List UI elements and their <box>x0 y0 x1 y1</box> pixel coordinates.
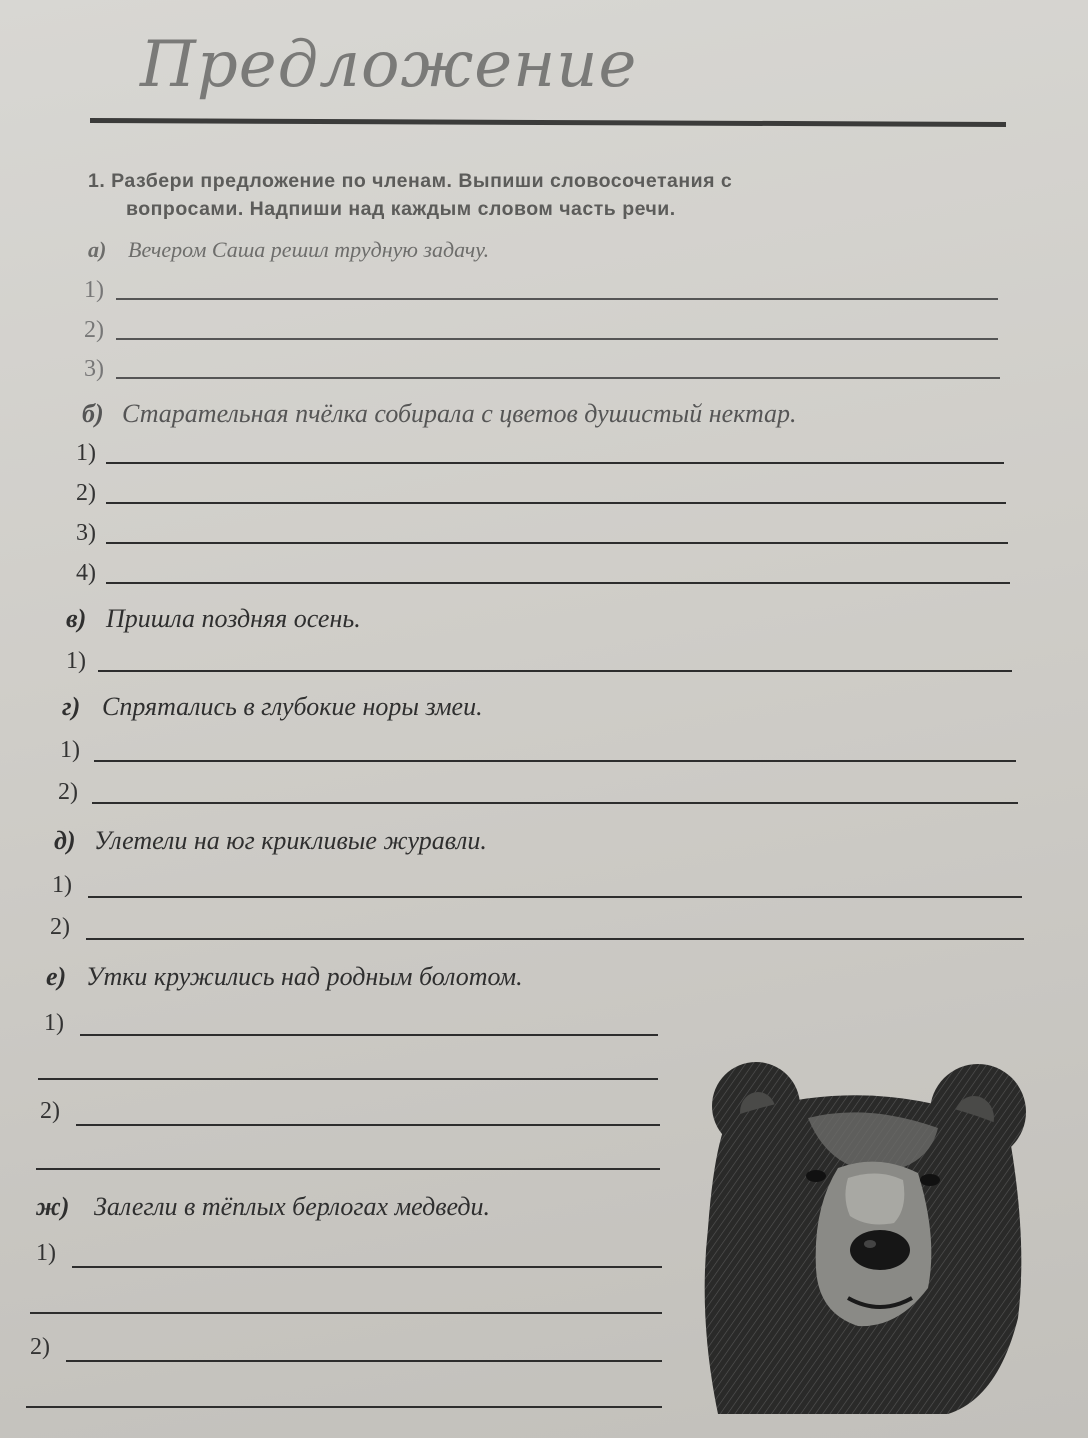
sentence-b <box>82 399 797 429</box>
answer-number: 1) <box>84 277 104 303</box>
answer-line[interactable] <box>116 298 998 300</box>
answer-line[interactable] <box>30 1312 662 1314</box>
answer-line[interactable] <box>76 1124 660 1126</box>
sentence-text: Вечером Саша решил трудную задачу. <box>128 237 490 262</box>
task-instruction-line-1: 1. Разбери предложение по членам. Выпиши словосочетания с <box>88 170 733 192</box>
sentence-letter: г) <box>62 692 81 721</box>
page-title: Предложение <box>140 28 638 102</box>
answer-number: 1) <box>44 1010 64 1036</box>
sentence-d <box>62 692 483 722</box>
answer-line[interactable] <box>80 1034 658 1036</box>
answer-line[interactable] <box>116 338 998 340</box>
answer-line[interactable] <box>88 896 1022 898</box>
answer-line[interactable] <box>36 1168 660 1170</box>
answer-line[interactable] <box>38 1078 658 1080</box>
bear-icon <box>698 1058 1034 1414</box>
answer-number: 1) <box>60 737 80 763</box>
answer-number: 2) <box>58 779 78 805</box>
answer-line[interactable] <box>72 1266 662 1268</box>
sentence-letter: а) <box>88 237 107 262</box>
sentence-text: Утки кружились над родным болотом. <box>86 962 523 991</box>
answer-number: 2) <box>50 914 70 940</box>
answer-line[interactable] <box>26 1406 662 1408</box>
answer-line[interactable] <box>106 582 1010 584</box>
answer-number: 2) <box>84 317 104 343</box>
sentence-g <box>36 1192 490 1222</box>
answer-number: 1) <box>36 1240 56 1266</box>
answer-number: 4) <box>76 560 96 586</box>
answer-number: 3) <box>84 356 104 382</box>
task-instruction-line-2: вопросами. Надпиши над каждым словом часть речи. <box>126 198 676 220</box>
sentence-letter: б) <box>82 399 104 428</box>
sentence-c <box>66 604 361 634</box>
answer-number: 1) <box>52 872 72 898</box>
sentence-letter: в) <box>66 604 87 633</box>
answer-number: 2) <box>40 1098 60 1124</box>
answer-line[interactable] <box>98 670 1012 672</box>
answer-line[interactable] <box>92 802 1018 804</box>
answer-number: 2) <box>30 1334 50 1360</box>
answer-number: 1) <box>66 648 86 674</box>
sentence-text: Старательная пчёлка собирала с цветов душистый нектар. <box>122 399 797 428</box>
sentence-text: Залегли в тёплых берлогах медведи. <box>94 1192 491 1221</box>
sentence-text: Спрятались в глубокие норы змеи. <box>102 692 483 721</box>
title-divider <box>90 118 1006 127</box>
answer-number: 1) <box>76 440 96 466</box>
answer-line[interactable] <box>94 760 1016 762</box>
answer-line[interactable] <box>106 462 1004 464</box>
answer-number: 3) <box>76 520 96 546</box>
sentence-text: Пришла поздняя осень. <box>106 604 361 633</box>
sentence-e <box>54 826 487 856</box>
sentence-f <box>46 962 523 992</box>
answer-line[interactable] <box>106 502 1006 504</box>
sentence-letter: ж) <box>36 1192 70 1221</box>
sentence-text: Улетели на юг крикливые журавли. <box>94 826 487 855</box>
answer-line[interactable] <box>106 542 1008 544</box>
sentence-a <box>88 237 489 263</box>
answer-line[interactable] <box>66 1360 662 1362</box>
sentence-letter: е) <box>46 962 67 991</box>
answer-line[interactable] <box>116 377 1000 379</box>
answer-line[interactable] <box>86 938 1024 940</box>
answer-number: 2) <box>76 480 96 506</box>
sentence-letter: д) <box>54 826 76 855</box>
